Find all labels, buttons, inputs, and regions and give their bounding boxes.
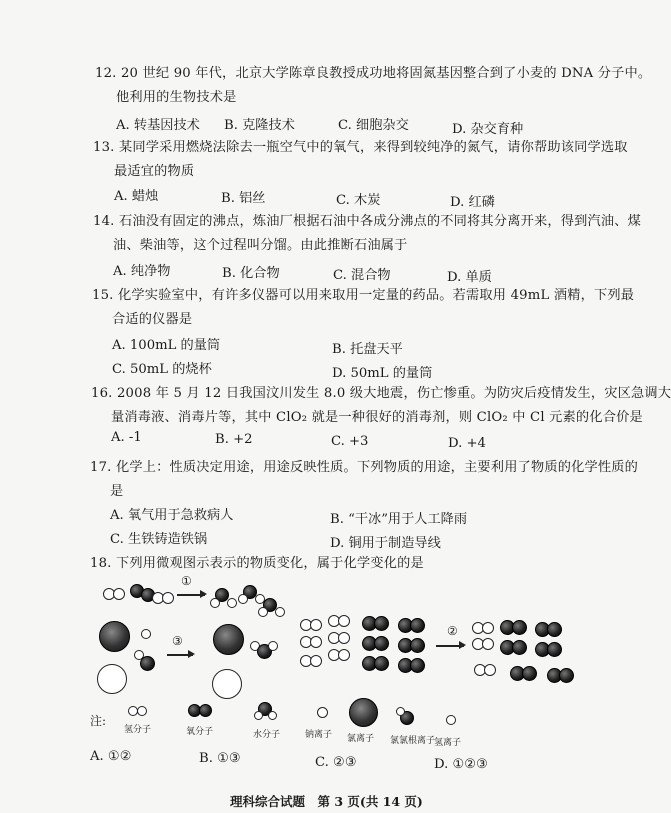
q12-line1: 12. 20 世纪 90 年代，北京大学陈章良教授成功地将固氮基因整合到了小麦的 DNA 分子中。 xyxy=(95,66,652,81)
legend-chloride-label: 氯离子 xyxy=(347,734,375,744)
hydrogen-atom xyxy=(482,622,494,634)
legend-hydrogen-ion-icon xyxy=(446,715,456,725)
sodium-ion xyxy=(141,629,151,639)
hydrogen-atom xyxy=(310,619,322,631)
legend-water-icon xyxy=(254,711,263,720)
q17-option-c: C. 生铁铸造铁锅 xyxy=(110,532,208,547)
reaction-arrow xyxy=(436,645,464,647)
q14-line2: 油、柴油等，这个过程叫分馏。由此推断石油属于 xyxy=(113,238,408,253)
legend-chloride-icon xyxy=(349,698,378,727)
q17-line2: 是 xyxy=(110,484,124,499)
legend-sodium-label: 钠离子 xyxy=(305,730,333,740)
q16-option-c: C. +3 xyxy=(331,434,369,449)
hydrogen-atom xyxy=(338,632,350,644)
oxygen-atom xyxy=(374,636,389,651)
q12-option-c: C. 细胞杂交 xyxy=(338,118,409,133)
hydrogen-atom xyxy=(482,638,494,650)
legend-title: 注: xyxy=(90,714,107,728)
q13-line2: 最适宜的物质 xyxy=(114,164,195,179)
legend-hydrogen-label: 氢分子 xyxy=(124,725,152,735)
q14-line1: 14. 石油没有固定的沸点，炼油厂根据石油中各成分沸点的不同将其分离开来，得到汽油、煤 xyxy=(93,214,642,229)
hydrogen-atom xyxy=(484,664,496,676)
oxygen-atom xyxy=(512,640,527,655)
q15-option-d: D. 50mL 的量筒 xyxy=(332,366,433,381)
legend-oxygen-label: 氧分子 xyxy=(186,727,214,737)
oxygen-atom xyxy=(410,658,425,673)
q18-option-b: B. ①③ xyxy=(199,751,241,766)
q12-option-d: D. 杂交育种 xyxy=(452,122,524,137)
q16-line1: 16. 2008 年 5 月 12 日我国汶川发生 8.0 级大地震，伤亡惨重。为防灾后疫情发生，灾区急调大 xyxy=(91,386,671,401)
hydrogen-atom xyxy=(338,615,350,627)
q18-option-c: C. ②③ xyxy=(315,755,357,770)
reaction-marker-1: ① xyxy=(181,574,192,588)
oxygen-atom xyxy=(410,638,425,653)
reaction-marker-3: ③ xyxy=(172,634,183,648)
q16-option-b: B. +2 xyxy=(215,432,253,447)
q12-option-a: A. 转基因技术 xyxy=(116,118,200,133)
oxygen-atom xyxy=(522,666,537,681)
q12-option-b: B. 克隆技术 xyxy=(224,118,295,133)
q13-option-c: C. 木炭 xyxy=(336,193,381,208)
oxygen-atom xyxy=(410,618,425,633)
q17-option-a: A. 氧气用于急救病人 xyxy=(110,508,234,523)
legend-hydroxide-label: 氯氯根离子 xyxy=(390,736,436,746)
hydrogen-atom xyxy=(338,649,350,661)
reaction-marker-2: ② xyxy=(447,624,458,638)
chloride-ion xyxy=(213,624,244,655)
q12-line2: 他利用的生物技术是 xyxy=(116,90,237,105)
q17-option-d: D. 铜用于制造导线 xyxy=(330,536,441,551)
q13-line1: 13. 某同学采用燃烧法除去一瓶空气中的氧气，来得到较纯净的氮气，请你帮助该同学选取 xyxy=(93,140,628,155)
reaction-arrow xyxy=(177,594,205,596)
hydroxide-oxygen xyxy=(140,656,155,671)
q15-line2: 合适的仪器是 xyxy=(112,312,193,327)
q13-option-d: D. 红磷 xyxy=(450,195,495,210)
page-footer: 理科综合试题 第 3 页(共 14 页) xyxy=(230,794,423,809)
oxygen-atom xyxy=(559,668,574,683)
legend-sodium-icon xyxy=(317,707,328,718)
oxygen-atom xyxy=(547,642,562,657)
oxygen-atom xyxy=(547,622,562,637)
oxygen-atom xyxy=(512,620,527,635)
q14-option-d: D. 单质 xyxy=(447,270,492,285)
q16-option-a: A. -1 xyxy=(111,430,142,445)
water-hydrogen xyxy=(275,607,285,617)
legend-hydrogen-icon xyxy=(137,706,147,716)
q18-option-d: D. ①②③ xyxy=(434,757,488,772)
hydrogen-atom xyxy=(310,636,322,648)
q13-option-a: A. 蜡烛 xyxy=(114,189,159,204)
hydrogen-atom xyxy=(268,641,278,651)
q14-option-c: C. 混合物 xyxy=(333,268,391,283)
water-hydrogen xyxy=(258,607,268,617)
q18-option-a: A. ①② xyxy=(90,749,132,764)
q15-option-a: A. 100mL 的量筒 xyxy=(112,338,221,353)
q15-option-c: C. 50mL 的烧杯 xyxy=(112,362,212,377)
q13-option-b: B. 铝丝 xyxy=(221,191,266,206)
q14-option-b: B. 化合物 xyxy=(222,266,280,281)
chloride-ion xyxy=(99,621,130,652)
water-hydrogen xyxy=(238,594,248,604)
hydrogen-atom xyxy=(310,655,322,667)
q16-line2: 量消毒液、消毒片等，其中 ClO₂ 就是一种很好的消毒剂，则 ClO₂ 中 Cl 元素的化合价是 xyxy=(111,410,643,425)
q14-option-a: A. 纯净物 xyxy=(113,264,171,279)
q18-line1: 18. 下列用微观图示表示的物质变化，属于化学变化的是 xyxy=(90,556,424,571)
oxygen-atom xyxy=(374,616,389,631)
reaction-arrow xyxy=(167,654,193,656)
hydrogen-atom xyxy=(113,588,125,600)
legend-hydroxide-icon xyxy=(396,707,405,716)
oxygen-atom xyxy=(374,656,389,671)
q15-line1: 15. 化学实验室中，有许多仪器可以用来取用一定量的药品。若需取用 49mL 酒精，下列最 xyxy=(92,288,635,303)
q15-option-b: B. 托盘天平 xyxy=(332,342,403,357)
hydrogen-atom xyxy=(162,592,174,604)
q17-line1: 17. 化学上：性质决定用途，用途反映性质。下列物质的用途，主要利用了物质的化学性质的 xyxy=(90,460,639,475)
q17-option-b: B. “干冰”用于人工降雨 xyxy=(330,512,468,527)
sodium-ion xyxy=(212,669,242,699)
legend-hydrogen-ion-label: 氢离子 xyxy=(434,738,462,748)
water-hydrogen xyxy=(210,598,220,608)
legend-oxygen-icon xyxy=(199,704,212,717)
q16-option-d: D. +4 xyxy=(448,436,486,451)
water-hydrogen xyxy=(227,598,237,608)
sodium-ion xyxy=(97,664,127,694)
legend-water-icon xyxy=(268,711,277,720)
legend-water-label: 水分子 xyxy=(253,730,281,740)
